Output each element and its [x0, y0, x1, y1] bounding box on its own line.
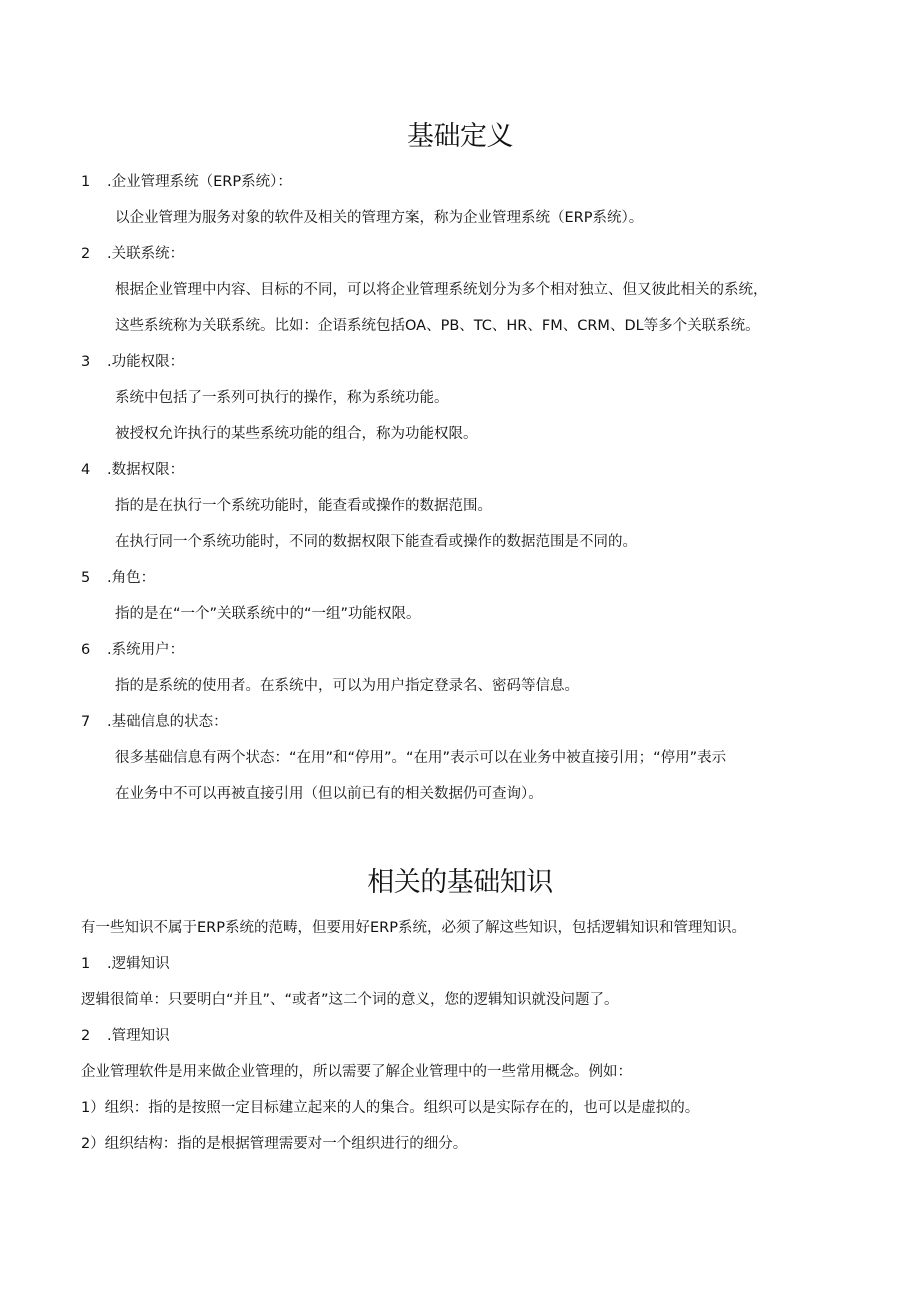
item-number: 7	[81, 714, 91, 730]
item-7-text-line-2: 在业务中不可以再被直接引用（但以前已有的相关数据仍可查询）。	[115, 786, 543, 802]
item-3-text-line-2: 被授权允许执行的某些系统功能的组合，称为功能权限。	[115, 426, 478, 442]
item-number: 1	[81, 174, 91, 190]
item-1-text: 以企业管理为服务对象的软件及相关的管理方案，称为企业管理系统（ERP系统）。	[115, 210, 644, 226]
item-3-text-line-1: 系统中包括了一系列可执行的操作，称为系统功能。	[115, 390, 449, 406]
item-4-heading: 4 .数据权限：	[81, 462, 185, 478]
sub-item-organization-structure: 2）组织结构：指的是根据管理需要对一个组织进行的细分。	[81, 1136, 468, 1152]
item-1-heading: 1 .企业管理系统（ERP系统）：	[81, 174, 292, 190]
logic-knowledge-heading: 1 .逻辑知识	[81, 956, 170, 972]
item-number: 3	[81, 354, 91, 370]
item-number: 4	[81, 462, 91, 478]
section-2-intro: 有一些知识不属于ERP系统的范畴，但要用好ERP系统，必须了解这些知识，包括逻辑知识和管理知识。	[81, 920, 746, 936]
section-title-related-knowledge: 相关的基础知识	[367, 867, 553, 898]
item-2-heading: 2 .关联系统：	[81, 246, 185, 262]
item-6-heading: 6 .系统用户：	[81, 642, 185, 658]
sub-item-number: 2）	[81, 1136, 105, 1152]
item-number: 2	[81, 246, 91, 262]
item-number: 1	[81, 956, 91, 972]
item-7-text-line-1: 很多基础信息有两个状态：“在用”和“停用”。“在用”表示可以在业务中被直接引用；“停用”表示	[115, 750, 727, 766]
management-knowledge-heading: 2 .管理知识	[81, 1028, 170, 1044]
item-3-heading: 3 .功能权限：	[81, 354, 185, 370]
item-2-text-line-1: 根据企业管理中内容、目标的不同，可以将企业管理系统划分为多个相对独立、但又彼此相关的系统，	[115, 282, 768, 298]
item-4-text-line-1: 指的是在执行一个系统功能时，能查看或操作的数据范围。	[115, 498, 492, 514]
item-2-text-line-2: 这些系统称为关联系统。比如：企语系统包括OA、PB、TC、HR、FM、CRM、DL等多个关联系统。	[115, 318, 760, 334]
item-7-heading: 7 .基础信息的状态：	[81, 714, 228, 730]
item-5-heading: 5 .角色：	[81, 570, 156, 586]
item-number: 5	[81, 570, 91, 586]
item-5-text: 指的是在“一个”关联系统中的“一组”功能权限。	[115, 606, 421, 622]
item-4-text-line-2: 在执行同一个系统功能时，不同的数据权限下能查看或操作的数据范围是不同的。	[115, 534, 637, 550]
sub-item-organization: 1）组织：指的是按照一定目标建立起来的人的集合。组织可以是实际存在的，也可以是虚拟的。	[81, 1100, 700, 1116]
item-number: 6	[81, 642, 91, 658]
logic-knowledge-text: 逻辑很简单：只要明白“并且”、“或者”这二个词的意义，您的逻辑知识就没问题了。	[81, 992, 619, 1008]
sub-item-number: 1）	[81, 1100, 105, 1116]
section-title-basic-definitions: 基础定义	[407, 121, 513, 152]
item-6-text: 指的是系统的使用者。在系统中，可以为用户指定登录名、密码等信息。	[115, 678, 579, 694]
item-number: 2	[81, 1028, 91, 1044]
management-knowledge-text: 企业管理软件是用来做企业管理的，所以需要了解企业管理中的一些常用概念。例如：	[81, 1064, 632, 1080]
